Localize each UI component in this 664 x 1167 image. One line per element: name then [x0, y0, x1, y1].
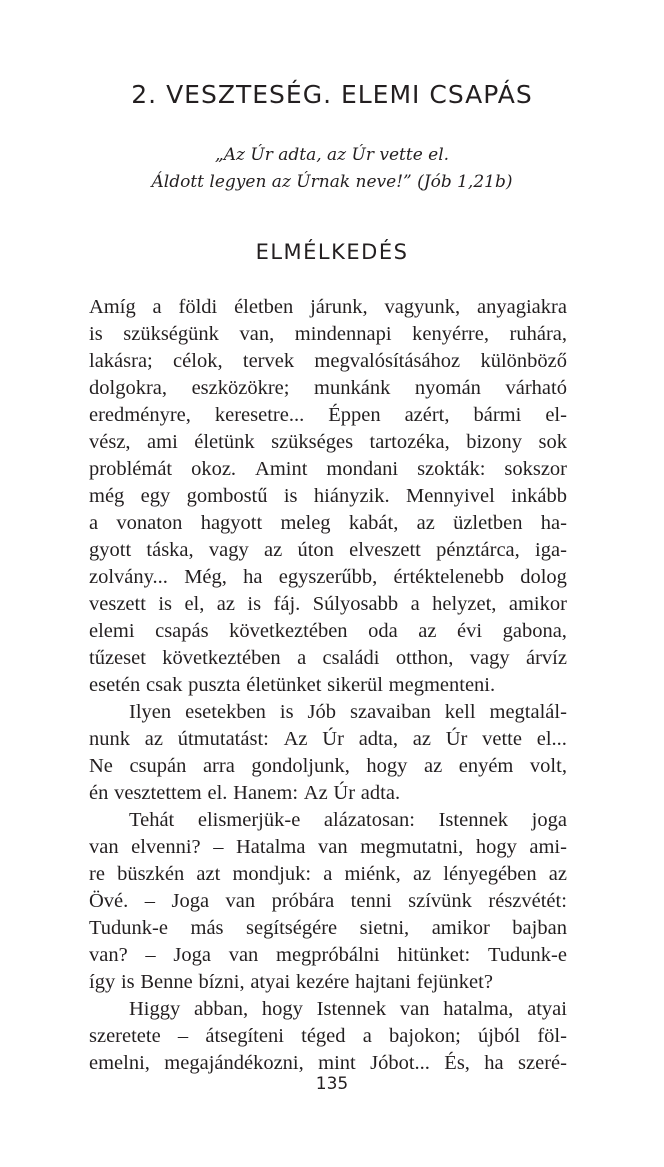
- word: sokszor: [504, 458, 567, 480]
- word: úton: [297, 539, 334, 561]
- word: elemi: [89, 620, 135, 642]
- word: Tehát: [129, 809, 175, 831]
- text-line: [89, 915, 567, 942]
- word: joga: [531, 809, 567, 831]
- word: Benne: [140, 971, 193, 993]
- word: is: [279, 701, 294, 723]
- word: okoz.: [191, 458, 237, 480]
- word: segítségére: [246, 917, 338, 939]
- word: még: [89, 485, 125, 507]
- text-line: [89, 429, 567, 456]
- word: téged: [301, 1025, 346, 1047]
- word: szeré-: [518, 1052, 567, 1074]
- word: sok: [538, 431, 567, 453]
- text-line: [89, 618, 567, 645]
- word: oda: [368, 620, 398, 642]
- word: eredményre,: [89, 404, 191, 426]
- text-line: [89, 402, 567, 429]
- word: egyszerűbb,: [278, 566, 378, 588]
- word: én: [89, 782, 109, 804]
- word: volt,: [529, 755, 567, 777]
- word: mint: [318, 1052, 356, 1074]
- word: hatalma,: [443, 998, 514, 1020]
- word: szükséges: [271, 431, 354, 453]
- word: Amíg: [89, 296, 136, 318]
- word: bajban: [512, 917, 567, 939]
- word: Tudunk-e: [89, 917, 168, 939]
- body-text: [89, 294, 567, 1077]
- word: próbára: [271, 890, 335, 912]
- word: –: [213, 836, 224, 858]
- word: Istennek: [438, 809, 509, 831]
- word: atyai: [250, 971, 291, 993]
- word: az: [548, 863, 567, 885]
- word: pénztárca,: [436, 539, 520, 561]
- word: gyott: [89, 539, 132, 561]
- text-line: [89, 699, 567, 726]
- text-line: [89, 969, 567, 996]
- word: fáj.: [273, 593, 301, 615]
- word: a: [89, 512, 99, 534]
- text-line: [89, 861, 567, 888]
- word: táska,: [146, 539, 194, 561]
- word: hogy: [261, 998, 303, 1020]
- word: emelni,: [89, 1052, 150, 1074]
- word: életben: [234, 296, 294, 318]
- word: re: [89, 863, 105, 885]
- word: Övé.: [89, 890, 129, 912]
- word: alázatosan:: [323, 809, 415, 831]
- word: helyzet,: [432, 593, 497, 615]
- word: családi: [322, 647, 380, 669]
- word: Éppen: [328, 404, 381, 426]
- word: Joga: [173, 944, 211, 966]
- word: következtében: [162, 647, 281, 669]
- word: hogy: [475, 836, 517, 858]
- word: esetekben: [185, 701, 266, 723]
- word: megmutatni,: [360, 836, 464, 858]
- word: föl-: [537, 1025, 567, 1047]
- word: hagyott: [200, 512, 263, 534]
- word: Jóbot...: [370, 1052, 430, 1074]
- text-line: [89, 726, 567, 753]
- word: kenyérre,: [412, 323, 489, 345]
- word: évi: [457, 620, 483, 642]
- word: árvíz: [525, 647, 567, 669]
- word: sietni,: [359, 917, 410, 939]
- word: tenni: [350, 890, 392, 912]
- text-line: [89, 780, 567, 807]
- word: abban,: [194, 998, 249, 1020]
- word: járunk,: [310, 296, 368, 318]
- word: vagy: [208, 539, 249, 561]
- word: van: [318, 836, 348, 858]
- word: anyagiakra: [477, 296, 567, 318]
- word: az: [264, 539, 283, 561]
- word: hogy: [366, 755, 408, 777]
- word: veszett: [89, 593, 146, 615]
- word: ha-: [540, 512, 567, 534]
- word: adta,: [358, 728, 398, 750]
- word: dolog: [520, 566, 567, 588]
- word: büszkén: [117, 863, 185, 885]
- word: csak: [145, 674, 183, 696]
- word: megpróbálni: [276, 944, 380, 966]
- text-line: [89, 672, 567, 699]
- word: tűzeset: [89, 647, 146, 669]
- word: van,: [239, 323, 275, 345]
- word: Úr: [322, 728, 344, 750]
- word: a: [323, 863, 333, 885]
- word: –: [145, 944, 156, 966]
- word: nyomán: [414, 377, 481, 399]
- word: ami-: [529, 836, 567, 858]
- word: más: [190, 917, 224, 939]
- word: újból: [478, 1025, 521, 1047]
- word: ha: [484, 1052, 504, 1074]
- word: kabát,: [348, 512, 399, 534]
- word: megtalál-: [489, 701, 567, 723]
- word: a: [152, 296, 162, 318]
- word: vagyunk,: [384, 296, 461, 318]
- word: életünket: [246, 674, 322, 696]
- word: gombostű: [186, 485, 268, 507]
- text-line: [89, 564, 567, 591]
- word: hiányzik.: [313, 485, 390, 507]
- word: az: [412, 863, 432, 885]
- text-line: [89, 753, 567, 780]
- word: tartozéka,: [369, 431, 450, 453]
- word: szükségünk: [123, 323, 219, 345]
- word: kezére: [295, 971, 350, 993]
- word: vagy: [469, 647, 510, 669]
- word: bármi: [473, 404, 522, 426]
- word: Úr: [333, 782, 356, 804]
- word: az: [418, 620, 437, 642]
- word: Ne: [89, 755, 113, 777]
- word: atyai: [527, 998, 567, 1020]
- word: esetén: [89, 674, 141, 696]
- word: Jób: [307, 701, 337, 723]
- word: lényegében: [443, 863, 537, 885]
- word: mondani: [326, 458, 399, 480]
- word: kell: [444, 701, 476, 723]
- text-line: [89, 456, 567, 483]
- word: célok,: [173, 350, 223, 372]
- word: Ilyen: [129, 701, 172, 723]
- word: Hanem:: [233, 782, 299, 804]
- word: csapás: [155, 620, 209, 642]
- word: Amint: [255, 458, 308, 480]
- word: puszta: [188, 674, 241, 696]
- word: gondoljunk,: [251, 755, 350, 777]
- word: is: [283, 485, 298, 507]
- word: üzletben: [453, 512, 523, 534]
- word: Az: [303, 782, 328, 804]
- word: részvétét:: [488, 890, 567, 912]
- word: miénk,: [344, 863, 401, 885]
- word: a: [410, 593, 420, 615]
- word: van: [228, 944, 259, 966]
- word: elismerjük-e: [197, 809, 301, 831]
- word: is: [89, 323, 103, 345]
- word: mondjuk:: [232, 863, 312, 885]
- word: Mennyivel: [405, 485, 495, 507]
- word: Hatalma: [236, 836, 306, 858]
- word: elvenni?: [131, 836, 201, 858]
- word: keresetre...: [214, 404, 305, 426]
- word: ha: [243, 566, 263, 588]
- word: következtében: [229, 620, 348, 642]
- word: megmenteni.: [388, 674, 496, 696]
- word: a: [362, 1025, 372, 1047]
- word: szívünk: [408, 890, 472, 912]
- word: az: [416, 512, 435, 534]
- word: szeretete: [89, 1025, 161, 1047]
- word: bízni,: [198, 971, 245, 993]
- text-line: [89, 537, 567, 564]
- word: hajtani: [355, 971, 411, 993]
- text-line: [89, 645, 567, 672]
- word: –: [144, 890, 155, 912]
- word: van: [399, 998, 430, 1020]
- word: el...: [536, 728, 567, 750]
- word: otthon,: [395, 647, 454, 669]
- word: Joga: [171, 890, 210, 912]
- section-title: ELMÉLKEDÉS: [255, 240, 409, 264]
- word: egy: [140, 485, 171, 507]
- word: meleg: [280, 512, 331, 534]
- word: vész,: [89, 431, 131, 453]
- text-line: [89, 321, 567, 348]
- word: –: [177, 1025, 189, 1047]
- text-line: [89, 942, 567, 969]
- word: ruhára,: [509, 323, 567, 345]
- word: is: [247, 593, 262, 615]
- text-line: [89, 510, 567, 537]
- word: eszközökre;: [191, 377, 290, 399]
- word: csupán: [129, 755, 187, 777]
- word: értéktelenebb: [393, 566, 504, 588]
- word: az: [216, 593, 235, 615]
- page-number: 135: [315, 1074, 349, 1094]
- word: átsegíteni: [205, 1025, 284, 1047]
- word: is: [120, 971, 135, 993]
- word: különböző: [480, 350, 567, 372]
- word: sikerül: [327, 674, 383, 696]
- epigraph: [0, 142, 664, 196]
- word: Az: [283, 728, 308, 750]
- word: vette: [482, 728, 522, 750]
- word: bizony: [466, 431, 523, 453]
- text-line: [89, 834, 567, 861]
- word: földi: [178, 296, 218, 318]
- text-line: [89, 591, 567, 618]
- word: azért,: [404, 404, 450, 426]
- word: a: [297, 647, 307, 669]
- word: van: [225, 890, 256, 912]
- word: Még,: [184, 566, 227, 588]
- word: el,: [184, 593, 205, 615]
- word: munkánk: [314, 377, 391, 399]
- word: elveszett: [349, 539, 421, 561]
- word: amikor: [508, 593, 567, 615]
- text-line: [89, 1023, 567, 1050]
- word: megajándékozni,: [164, 1052, 304, 1074]
- word: iga-: [535, 539, 567, 561]
- word: dolgokra,: [89, 377, 167, 399]
- text-line: [89, 348, 567, 375]
- epigraph-line: Áldott legyen az Úrnak neve!” (Jób 1,21b): [151, 172, 513, 192]
- word: tervek: [242, 350, 295, 372]
- text-line: [89, 1050, 567, 1077]
- word: fejünket?: [416, 971, 493, 993]
- word: nunk: [89, 728, 130, 750]
- word: problémát: [89, 458, 173, 480]
- word: vonaton: [116, 512, 183, 534]
- word: azt: [196, 863, 221, 885]
- text-line: [89, 375, 567, 402]
- word: életünk: [194, 431, 255, 453]
- word: bajokon;: [389, 1025, 461, 1047]
- word: Súlyosabb: [312, 593, 399, 615]
- word: adta.: [360, 782, 401, 804]
- word: inkább: [511, 485, 567, 507]
- chapter-title: 2. VESZTESÉG. ELEMI CSAPÁS: [131, 80, 533, 109]
- epigraph-line: „Az Úr adta, az Úr vette el.: [214, 145, 450, 165]
- word: amikor: [431, 917, 490, 939]
- word: szokták:: [417, 458, 486, 480]
- word: várható: [505, 377, 567, 399]
- word: is: [158, 593, 173, 615]
- word: van: [89, 836, 119, 858]
- text-line: [89, 996, 567, 1023]
- word: Úr: [445, 728, 468, 750]
- text-line: [89, 294, 567, 321]
- word: ami: [147, 431, 178, 453]
- word: Higgy: [129, 998, 181, 1020]
- word: el-: [545, 404, 567, 426]
- word: így: [89, 971, 116, 993]
- text-line: [89, 483, 567, 510]
- word: enyém: [458, 755, 514, 777]
- text-line: [89, 888, 567, 915]
- word: zolvány...: [89, 566, 168, 588]
- word: vesztettem: [114, 782, 202, 804]
- word: lakásra;: [89, 350, 153, 372]
- word: az: [412, 728, 431, 750]
- word: az: [423, 755, 443, 777]
- text-line: [89, 807, 567, 834]
- word: hitünket:: [397, 944, 471, 966]
- word: gabona,: [502, 620, 567, 642]
- word: útmutatást:: [177, 728, 269, 750]
- word: szavaiban: [350, 701, 431, 723]
- word: megvalósításához: [314, 350, 461, 372]
- word: mindennapi: [294, 323, 392, 345]
- word: Tudunk-e: [487, 944, 567, 966]
- word: el.: [207, 782, 228, 804]
- word: van?: [89, 944, 128, 966]
- word: Istennek: [316, 998, 387, 1020]
- word: És,: [444, 1052, 470, 1074]
- word: arra: [202, 755, 235, 777]
- word: az: [144, 728, 163, 750]
